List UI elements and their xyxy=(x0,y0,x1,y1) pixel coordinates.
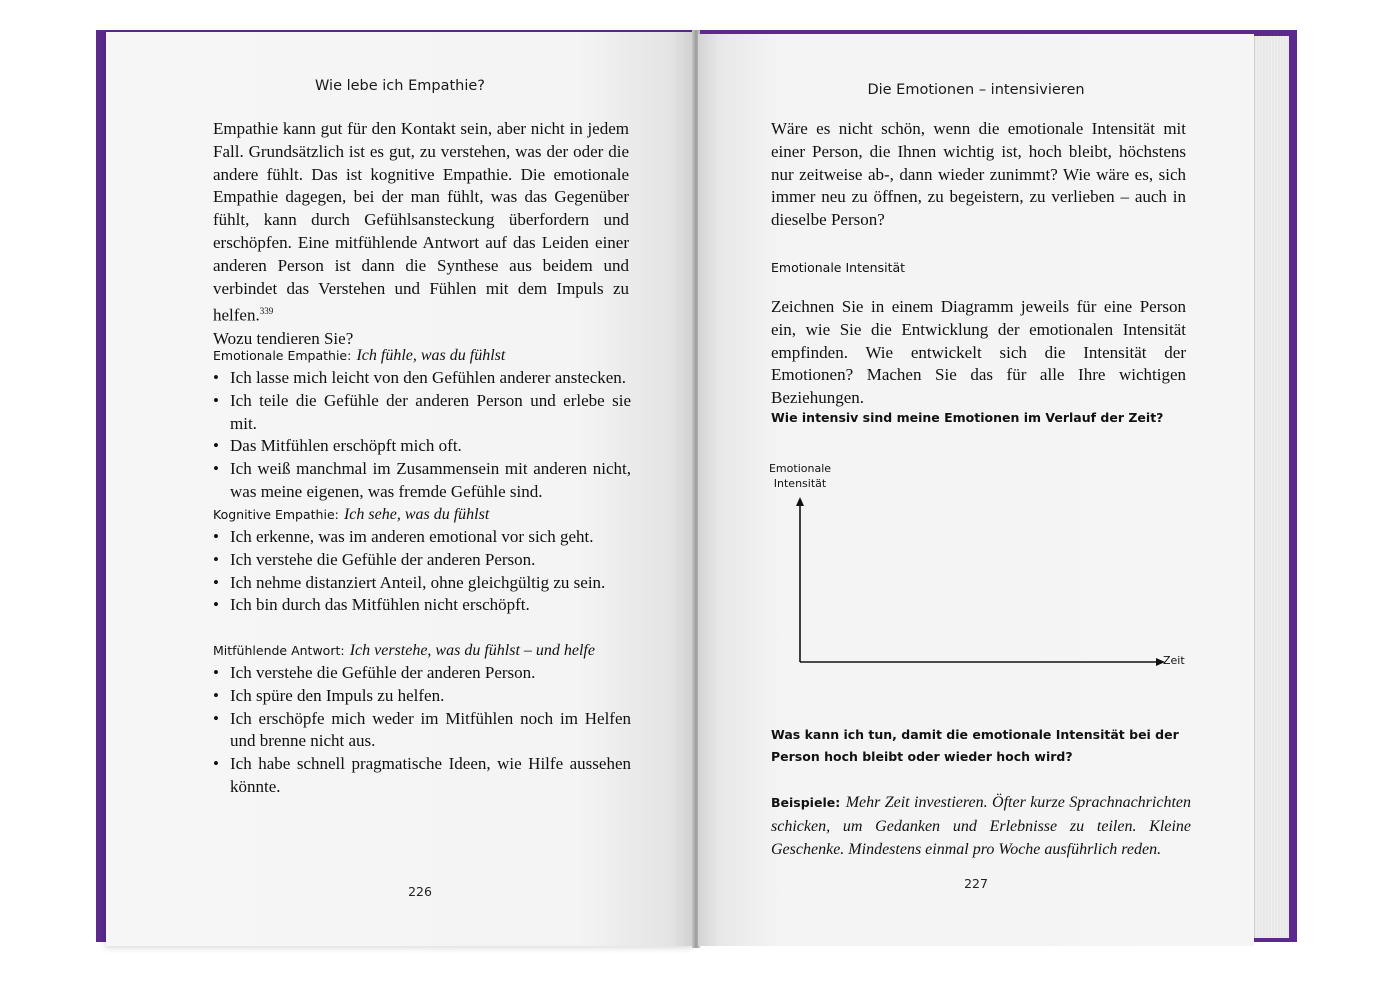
instruction-paragraph: Zeichnen Sie in einem Diagramm jeweils für eine Person ein, wie Sie die Entwicklung der emotionalen Intensität empfinden. Wie entwickelt sich die Intensität der Emotionen? Machen Sie das für alle Ihre wichtigen Beziehungen. xyxy=(771,297,1186,408)
intro-paragraph-text: Empathie kann gut für den Kontakt sein, aber nicht in jedem Fall. Grundsätzlich ist es gut, zu verstehen, was der oder die andere fühlt. Das ist kognitive Empathie. Die emotionale Empathie dagegen, bei der man fühlt, was das Gegenüber fühlt, kann durch Gefühlsansteckung überfordern und erschöpfen. Eine mitfühlende Antwort auf das Leiden einer anderen Person ist dann die Synthese aus beidem und verbindet das Verstehen und Fühlen mit dem Impuls zu helfen. xyxy=(213,119,629,326)
bullet-list xyxy=(213,526,631,617)
bullet-list xyxy=(213,662,631,799)
list-item: • Ich nehme distanziert Anteil, ohne gleichgültig zu sein. xyxy=(213,572,631,595)
footnote-ref: 339 xyxy=(259,306,274,317)
page-number-right: 227 xyxy=(964,876,988,891)
list-item: • Ich teile die Gefühle der anderen Person und erlebe sie mit. xyxy=(213,390,631,436)
section-emotional-empathy xyxy=(213,344,631,504)
left-page xyxy=(106,32,694,946)
list-item: • Ich verstehe die Gefühle der anderen Person. xyxy=(213,662,631,685)
right-running-head: Die Emotionen – intensivieren xyxy=(867,82,1085,98)
section-motto: Ich fühle, was du fühlst xyxy=(356,347,506,364)
section-cognitive-empathy xyxy=(213,503,631,617)
bullet-list xyxy=(213,367,631,504)
section-motto: Ich sehe, was du fühlst xyxy=(343,506,490,523)
subheading: Emotionale Intensität xyxy=(771,260,906,275)
section-label: Kognitive Empathie: xyxy=(213,507,339,522)
intro-question: Wozu tendieren Sie? xyxy=(213,328,354,348)
section-label: Mitfühlende Antwort: xyxy=(213,643,345,658)
page-number-left: 226 xyxy=(408,884,432,899)
y-axis-label xyxy=(768,461,832,491)
left-running-head: Wie lebe ich Empathie? xyxy=(315,78,485,94)
list-item: • Ich bin durch das Mitfühlen nicht erschöpft. xyxy=(213,594,631,617)
x-axis-label: Zeit xyxy=(1163,654,1185,667)
left-intro-paragraph xyxy=(213,118,629,351)
right-intro-paragraph: Wäre es nicht schön, wenn die emotionale Intensität mit einer Person, die Ihnen wichtig ist, hoch bleibt, höchstens nur zeitweise ab-, dann wieder zunimmt? Wie wäre es, sich immer neu zu öffnen, zu begeistern, zu verlieben – auch in dieselbe Person? xyxy=(771,119,1186,230)
list-item: • Ich erkenne, was im anderen emotional vor sich geht. xyxy=(213,526,631,549)
examples-label: Beispiele: xyxy=(771,795,841,810)
section-motto: Ich verstehe, was du fühlst – und helfe xyxy=(349,642,595,659)
diagram-question: Wie intensiv sind meine Emotionen im Verlauf der Zeit? xyxy=(771,410,1164,425)
right-page xyxy=(698,34,1254,946)
empty-diagram-axes xyxy=(794,496,1174,668)
y-axis-label-line2: Intensität xyxy=(773,477,827,490)
page-edges xyxy=(1254,36,1289,938)
bottom-question: Was kann ich tun, damit die emotionale Intensität bei der Person hoch bleibt oder wieder hoch wird? xyxy=(771,727,1179,764)
y-axis-label-line1: Emotionale xyxy=(768,462,832,475)
list-item: • Das Mitfühlen erschöpft mich oft. xyxy=(213,435,631,458)
y-axis-arrowhead xyxy=(796,497,804,506)
list-item: • Ich spüre den Impuls zu helfen. xyxy=(213,685,631,708)
examples-block xyxy=(771,791,1191,862)
examples-text: Mehr Zeit investieren. Öfter kurze Sprachnachrichten schicken, um Gedanken und Erlebnisse zu teilen. Kleine Geschenke. Mindestens einmal pro Woche ausführlich reden. xyxy=(771,794,1191,858)
section-label: Emotionale Empathie: xyxy=(213,348,352,363)
list-item: • Ich weiß manchmal im Zusammensein mit anderen nicht, was meine eigenen, was fremde Gefühle sind. xyxy=(213,458,631,504)
list-item: • Ich verstehe die Gefühle der anderen Person. xyxy=(213,549,631,572)
list-item: • Ich lasse mich leicht von den Gefühlen anderer anstecken. xyxy=(213,367,631,390)
section-compassionate-response xyxy=(213,639,631,799)
list-item: • Ich habe schnell pragmatische Ideen, wie Hilfe aussehen könnte. xyxy=(213,753,631,799)
list-item: • Ich erschöpfe mich weder im Mitfühlen noch im Helfen und brenne nicht aus. xyxy=(213,708,631,754)
